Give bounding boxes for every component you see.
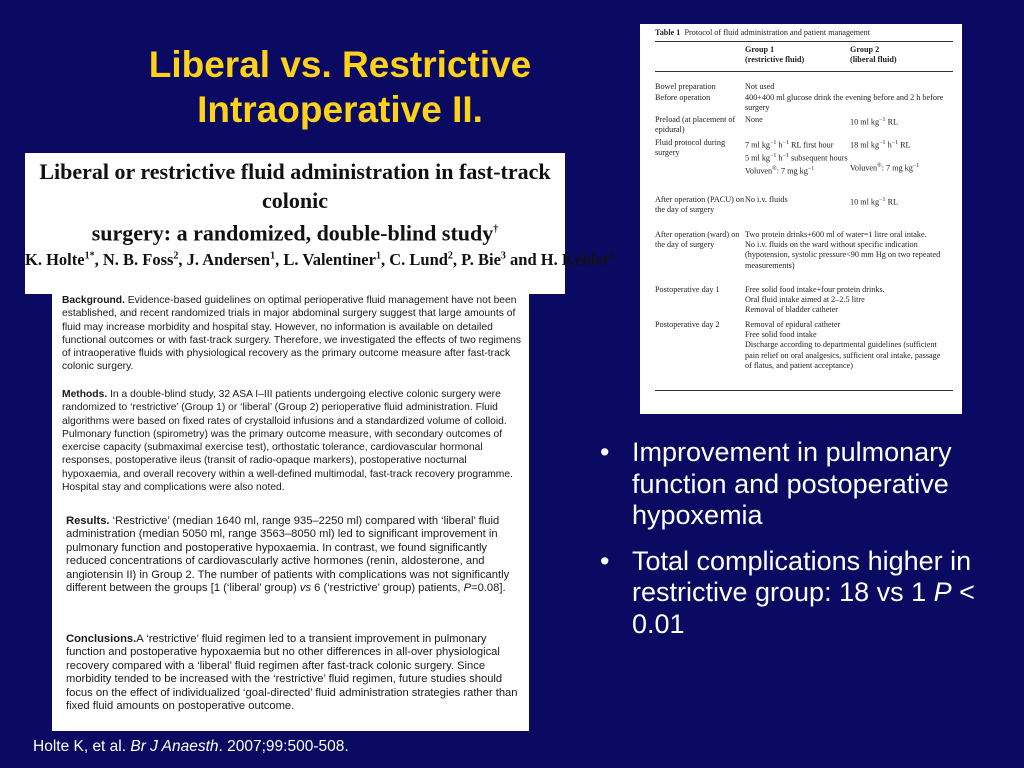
cell-sup: ® [877, 163, 882, 170]
author-name: C. Lund [389, 250, 448, 269]
table-cell: 400+400 ml glucose drink the evening before and 2 h before surgery [745, 93, 944, 113]
abstract-background [62, 294, 521, 374]
author-separator: , [94, 250, 103, 269]
table-row-label: Bowel preparation [655, 82, 716, 91]
author-name: L. Valentiner [283, 250, 376, 269]
table-cell [850, 115, 953, 128]
table-cell: No i.v. fluids [745, 195, 788, 204]
cell-text: Oral fluid intake aimed at 2–2.5 litre [745, 295, 865, 305]
author-affiliation: 1* [84, 250, 95, 262]
table-row-label: Postoperative day 2 [655, 320, 720, 329]
paper-title-line2: surgery: a randomized, double-blind study [91, 220, 494, 246]
table-header-text: (liberal fluid) [850, 55, 897, 65]
paper-authors [25, 250, 614, 270]
table-caption-text: Protocol of fluid administration and patient management [684, 28, 871, 37]
table-rule [655, 41, 953, 42]
abstract-methods-text: In a double-blind study, 32 ASA I–III patients undergoing elective colonic surgery were randomized to ‘restrictive’ (Group 1) or ‘liberal’ (Group 2) perioperative fluid administration. Fluid algorithms were based on fixed rates of crystalloid infusions and a standardized volume of colloid. Pulmonary function (spirometry) was the primary outcome measure, with secondary outcomes of exercise capacity (submaximal exercise test), orthostatic tolerance, cardiovascular hormonal responses, postoperative ileus (transit of radio-opaque markers), postoperative nocturnal hypoxaemia, and overall recovery within a well-defined multimodal, fast-track recovery programme. Hospital stay and complications were also noted. [62, 389, 513, 494]
cell-text: Voluven [850, 163, 878, 173]
table-header-text: (restrictive fluid) [745, 55, 805, 65]
cell-text: Discharge according to departmental guidelines (sufficient pain relief on oral analgesics, sufficient oral intake, passage of flatus, and patient acceptance) [745, 340, 941, 370]
author-affiliation: 4 [608, 250, 614, 262]
table-row-label: Fluid protocol during surgery [655, 138, 726, 158]
author-separator: , [275, 250, 284, 269]
abstract-results-label: Results. [66, 515, 110, 527]
table-header-text: Group 2 [850, 45, 880, 54]
cell-text: h [776, 153, 783, 163]
bullet-dot: • [600, 545, 610, 576]
author-name: H. Kehlet [540, 250, 609, 269]
citation-authors: Holte K, et al. [33, 738, 131, 755]
cell-text: : 7 mg kg [881, 163, 913, 173]
paper-title-line1: Liberal or restrictive fluid administration in fast-track colonic [39, 159, 551, 213]
table-rule [655, 390, 953, 391]
author-affiliation: 2 [447, 250, 453, 262]
author-affiliation: 1 [375, 250, 381, 262]
table-cell [745, 285, 955, 316]
bullet-text: Total complications higher in restrictive group: 18 vs 1 [632, 545, 972, 607]
cell-text: Free solid food intake+four protein drinks. [745, 285, 885, 294]
cell-sup: −1 [782, 140, 789, 146]
bullet-dot: • [600, 437, 610, 467]
slide-title [90, 42, 590, 132]
cell-text: RL [885, 197, 899, 207]
abstract-background-text: Evidence-based guidelines on optimal perioperative fluid management have not been established, and recent randomized trials in major abdominal surgery suggest that large amounts of fluid may increase morbidity and hospital stay. However, no information is available on detailed functional outcomes or with fast-track surgery. Therefore, we investigated the effects of two regimens of intraoperative fluids with physiological recovery as the primary outcome measure after fast-track colonic surgery. [62, 295, 522, 373]
author-name: P. Bie [461, 250, 501, 269]
abstract-background-label: Background. [62, 295, 125, 306]
bullet-text: < 0.01 [632, 577, 975, 639]
bullet-p-value: P [933, 577, 952, 607]
abstract-conclusions-text: A ‘restrictive’ fluid regimen led to a transient improvement in pulmonary function and postoperative hypoxaemia but no other differences in all-over physiological recovery compared with a ‘liberal’ fluid regimen after fast-track colonic surgery. Since morbidity tended to be increased with the ‘restrictive’ fluid regimen, future studies should focus on the effect of individualized ‘goal-directed’ fluid administration strategies rather than fixed fluid amounts on postoperative outcome. [66, 633, 518, 713]
table-cell [745, 138, 850, 177]
abstract-methods [62, 388, 521, 494]
citation-journal: Br J Anaesth [130, 738, 219, 755]
table-cell [745, 230, 945, 271]
bullet-item [600, 437, 1010, 532]
abstract-conclusions [66, 633, 521, 713]
table-row-label: Preload (at placement of epidural) [655, 115, 736, 135]
table-cell [850, 195, 953, 208]
abstract-conclusions-label: Conclusions. [66, 633, 137, 645]
slide-title-line1: Liberal vs. Restrictive [148, 44, 532, 85]
paper-title [25, 157, 565, 247]
table-caption [655, 28, 955, 38]
table-cell: None [745, 115, 763, 124]
cell-sup: −1 [891, 140, 899, 146]
abstract-card [52, 293, 529, 731]
author-separator: , [452, 250, 462, 269]
author-affiliation: 1 [270, 250, 276, 262]
cell-sup: −1 [912, 163, 920, 170]
cell-sup: −1 [770, 152, 777, 159]
table-header-text: Group 1 [745, 45, 775, 54]
cell-text: Voluven [745, 166, 773, 176]
cell-text: Free solid food intake [745, 330, 817, 340]
citation-details: . 2007;99:500-508. [218, 738, 349, 755]
cell-text: 7 ml kg [745, 140, 771, 150]
cell-text: RL [885, 117, 899, 127]
author-separator: and [505, 250, 541, 269]
cell-text: subsequent hours [788, 153, 848, 163]
cell-text: 5 ml kg [745, 153, 771, 163]
table-rule [655, 71, 953, 72]
abstract-results-text: 6 (‘restrictive’ group) patients, [311, 582, 464, 595]
cell-text: Two protein drinks+600 ml of water=1 litre oral intake. [745, 230, 927, 239]
author-separator: , [380, 250, 390, 269]
table-cell [745, 320, 945, 371]
cell-text: h [885, 140, 892, 150]
cell-text: 10 ml kg [850, 117, 880, 127]
cell-text: : 7 mg kg [776, 166, 808, 176]
cell-text: 10 ml kg [850, 197, 880, 207]
table-row-label: Postoperative day 1 [655, 285, 720, 294]
abstract-results-vs: vs [299, 582, 312, 595]
cell-sup: −1 [770, 140, 777, 146]
cell-text: RL [898, 140, 911, 150]
cell-text: No i.v. fluids on the ward without specific indication (hypotension, systolic pressure<90 mm Hg on two repeated measurements) [745, 240, 941, 270]
table-cell [850, 138, 953, 174]
table-row-label: Before operation [655, 93, 711, 102]
author-name: N. B. Foss [102, 250, 174, 269]
author-affiliation: 3 [500, 250, 506, 262]
summary-bullets [600, 437, 1010, 654]
cell-sup: −1 [782, 152, 789, 159]
paper-title-card [25, 153, 614, 294]
table-header-group1 [745, 45, 804, 65]
table-row-label: After operation (PACU) on the day of surgery [655, 195, 745, 215]
bullet-item [600, 546, 1010, 641]
cell-sup: ® [772, 165, 777, 172]
bullet-text: Improvement in pulmonary function and postoperative hypoxemia [632, 437, 952, 530]
cell-text: RL first hour [788, 140, 834, 150]
abstract-results-text: ‘Restrictive’ (median 1640 ml, range 935–2250 ml) compared with ‘liberal’ fluid administration (median 5050 ml, range 3563–8050 ml) led to significant improvement in pulmonary function and postoperative hypoxaemia. In contrast, we found significantly reduced concentrations of cardiovascularly active hormones (renin, aldosterone, and angiotensin II) in Group 2. The number of patients with complications was not significantly different between the groups [1 (‘liberal’ group) [66, 515, 510, 595]
protocol-table-card [640, 24, 962, 414]
paper-title-mark: † [493, 224, 499, 235]
cell-text: Removal of bladder catheter [745, 305, 838, 315]
table-header-group2 [850, 45, 897, 65]
cell-sup: −1 [879, 117, 886, 123]
cell-sup: −1 [879, 197, 886, 203]
abstract-results [66, 515, 521, 595]
table-caption-label: Table 1 [655, 28, 681, 37]
cell-sup: −1 [879, 140, 886, 146]
abstract-results-p: P [463, 582, 472, 595]
table-row-label: After operation (ward) on the day of surgery [655, 230, 740, 250]
slide-title-line2: Intraoperative II. [197, 89, 483, 130]
author-name: K. Holte [25, 250, 85, 269]
author-name: J. Andersen [186, 250, 271, 269]
cell-text: Removal of epidural catheter [745, 320, 841, 329]
table-cell: Not used [745, 82, 775, 91]
author-affiliation: 2 [173, 250, 179, 262]
cell-text: 18 ml kg [850, 140, 880, 150]
author-separator: , [178, 250, 187, 269]
citation [33, 738, 349, 756]
cell-sup: −1 [807, 165, 815, 172]
abstract-results-text: =0.08]. [471, 582, 506, 595]
abstract-methods-label: Methods. [62, 389, 108, 400]
cell-text: h [776, 140, 783, 150]
